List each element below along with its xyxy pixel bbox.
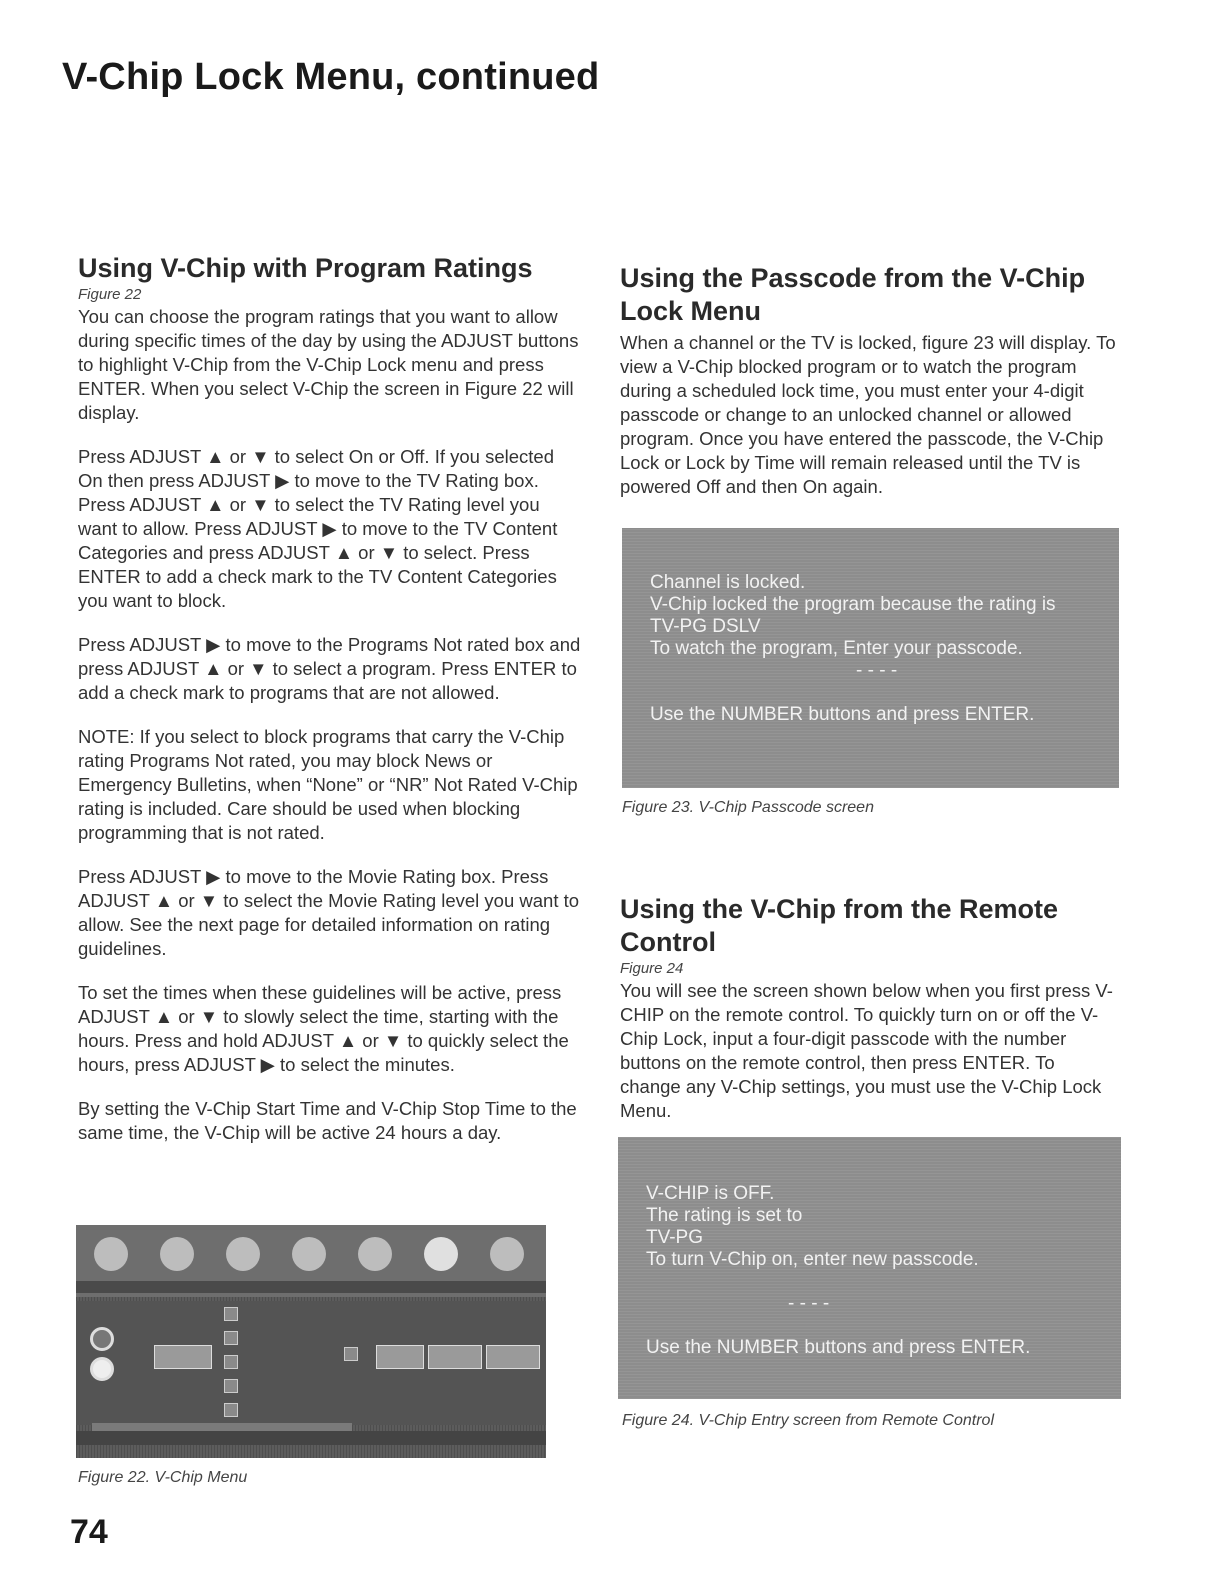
- tv-rating-box: [154, 1345, 212, 1369]
- remote-section: [620, 893, 1120, 1143]
- category-checkbox-1: [224, 1307, 238, 1321]
- remote-entry-screen: [618, 1137, 1121, 1399]
- figure-24-caption: Figure 24. V-Chip Entry screen from Remote Control: [622, 1412, 994, 1429]
- category-checkbox-5: [224, 1403, 238, 1417]
- screen-spacer: [646, 1271, 1121, 1293]
- menu-body: [76, 1301, 546, 1425]
- category-checkbox-3: [224, 1355, 238, 1369]
- left-paragraph-5: Press ADJUST ▶ to move to the Movie Rating box. Press ADJUST ▲ or ▼ to select the Movie Rating level you want to allow. See the next page for detailed information on rating guidelines.: [78, 866, 580, 959]
- left-paragraph-2: Press ADJUST ▲ or ▼ to select On or Off. If you selected On then press ADJUST ▶ to move to the TV Rating box. Press ADJUST ▲ or ▼ to select the TV Rating level you want to allow. Press ADJUST ▶ to move to the TV Content Categories and press ADJUST ▲ or ▼ to select. Press ENTER to add a check mark to the TV Content Categories you want to block.: [78, 446, 558, 611]
- left-paragraph-4: NOTE: If you select to block programs that carry the V-Chip rating Programs Not rated, you may block News or Emergency Bulletins, when “None” or “NR” Not Rated V-Chip rating is included. Care should be used when blocking programming that is not rated.: [78, 726, 578, 843]
- category-checkbox-4: [224, 1379, 238, 1393]
- network-icon: [160, 1237, 194, 1271]
- left-paragraph-7: By setting the V-Chip Start Time and V-Chip Stop Time to the same time, the V-Chip will be active 24 hours a day.: [78, 1098, 577, 1143]
- passcode-paragraph: When a channel or the TV is locked, figure 23 will display. To view a V-Chip blocked program or to watch the program during a scheduled lock time, you must enter your 4-digit passcode or change to an unlocked channel or allowed program. Once you have entered the passcode, the V-Chip Lock or Lock by Time will remain released until the TV is powered Off and then On again.: [620, 332, 1116, 497]
- figure-22-reference: Figure 22: [78, 286, 142, 303]
- category-checkbox-2: [224, 1331, 238, 1345]
- stop-time-box: [486, 1345, 540, 1369]
- program-ratings-heading: Using V-Chip with Program Ratings: [78, 253, 533, 283]
- passcode-dashes: - - - -: [856, 660, 898, 681]
- screen-spacer: [646, 1315, 1121, 1337]
- lock-icon: [424, 1237, 458, 1271]
- on-radio: [90, 1327, 114, 1351]
- passcode-dashes: - - - -: [788, 1293, 830, 1314]
- setup-icon: [94, 1237, 128, 1271]
- screen-line: Use the NUMBER buttons and press ENTER.: [646, 1337, 1031, 1358]
- screen-line: TV-PG: [646, 1227, 704, 1248]
- passcode-screen: [622, 528, 1119, 788]
- passcode-heading: Using the Passcode from the V-Chip Lock Menu: [620, 263, 1086, 326]
- page-number: 74: [70, 1513, 108, 1551]
- remote-heading: Using the V-Chip from the Remote Control: [620, 894, 1059, 957]
- audio-icon: [490, 1237, 524, 1271]
- screen-line: V-CHIP is OFF.: [646, 1183, 775, 1204]
- menu-bottom-bar: [76, 1431, 546, 1445]
- off-radio: [90, 1357, 114, 1381]
- screen-line: Channel is locked.: [650, 572, 806, 593]
- left-paragraph-6: To set the times when these guidelines will be active, press ADJUST ▲ or ▼ to slowly select the time, starting with the hours. Press and hold ADJUST ▲ or ▼ to quickly select the hours, press ADJUST ▶ to select the minutes.: [78, 982, 569, 1075]
- left-paragraph-3: Press ADJUST ▶ to move to the Programs Not rated box and press ADJUST ▲ or ▼ to select a program. Press ENTER to add a check mark to programs that are not allowed.: [78, 634, 581, 703]
- screen-line: V-Chip locked the program because the rating is: [650, 594, 1056, 615]
- left-paragraph-1: You can choose the program ratings that you want to allow during specific times of the day by using the ADJUST buttons to highlight V-Chip from the V-Chip Lock menu and press ENTER. When you select V-Chip the screen in Figure 22 will display.: [78, 306, 579, 423]
- screen-line: To watch the program, Enter your passcode.: [650, 638, 1023, 659]
- not-rated-checkbox: [344, 1347, 358, 1361]
- remote-paragraph: You will see the screen shown below when you first press V-CHIP on the remote control. To quickly turn on or off the V-Chip Lock, input a four-digit passcode with the number buttons on the remote control, then press ENTER. To change any V-Chip settings, you must use the V-Chip Lock Menu.: [620, 980, 1113, 1121]
- screen-spacer: [650, 682, 1119, 704]
- screen-line: The rating is set to: [646, 1205, 803, 1226]
- left-column: [78, 252, 583, 1165]
- figure-24-reference: Figure 24: [620, 960, 684, 977]
- figure-23-caption: Figure 23. V-Chip Passcode screen: [622, 799, 874, 816]
- screen-line: Use the NUMBER buttons and press ENTER.: [650, 704, 1035, 725]
- antenna-icon: [226, 1237, 260, 1271]
- passcode-section: [620, 262, 1120, 519]
- timer-icon: [292, 1237, 326, 1271]
- figure-22-caption: Figure 22. V-Chip Menu: [78, 1469, 248, 1486]
- screen-line: To turn V-Chip on, enter new passcode.: [646, 1249, 979, 1270]
- menu-tab-strip: [76, 1281, 546, 1293]
- captions-icon: [358, 1237, 392, 1271]
- v-chip-menu-image: [76, 1225, 546, 1458]
- movie-rating-box: [376, 1345, 424, 1369]
- screen-line: TV-PG DSLV: [650, 616, 761, 637]
- start-time-box: [428, 1345, 482, 1369]
- page-title: V-Chip Lock Menu, continued: [62, 56, 600, 98]
